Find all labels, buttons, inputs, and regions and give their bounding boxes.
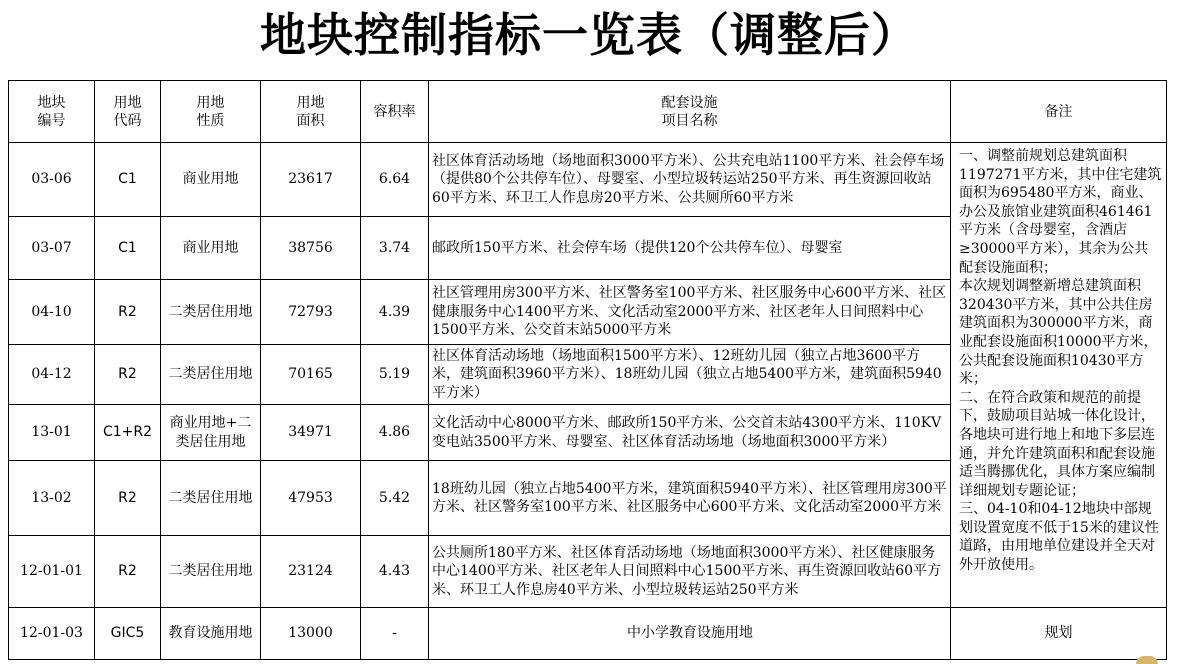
cell-nature: 二类居住用地 [161,280,261,345]
header-code [95,81,161,143]
cell-facilities: 社区管理用房300平方米、社区警务室100平方米、社区服务中心600平方米、社区健康服务中心1400平方米、文化活动室2000平方米、社区老年人日间照料中心1500平方米、公交首末站5000平方米 [429,280,951,345]
remark-paragraph: 二、在符合政策和规范的前提下，鼓励项目站城一体化设计，各地块可进行地上和地下多层连通，并允许建筑面积和配套设施适当腾挪优化，具体方案应编制详细规划专题论证； [959,389,1155,499]
cell-facilities: 社区体育活动场地（场地面积1500平方米）、12班幼儿园（独立占地3600平方米，建筑面积3960平方米）、18班幼儿园（独立占地5400平方米，建筑面积5940平方米） [429,345,951,405]
header-row [9,81,1167,143]
cell-code: C1+R2 [95,405,161,461]
header-far-text: 容积率 [373,103,416,120]
cell-nature: 二类居住用地 [161,345,261,405]
cell-far: 4.43 [361,536,429,608]
header-area [261,81,361,143]
header-block-text: 地块 编号 [37,94,66,129]
header-remarks [951,81,1167,143]
cell-facilities: 公共厕所180平方米、社区体育活动场地（场地面积3000平方米）、社区健康服务中心1400平方米、社区老年人日间照料中心1500平方米、再生资源回收站60平方米、环卫工人作息房40平方米、小型垃圾转运站250平方米 [429,536,951,608]
cell-block: 04-10 [9,280,95,345]
cell-far: 3.74 [361,217,429,280]
header-nature [161,81,261,143]
cell-nature: 二类居住用地 [161,461,261,536]
cell-area: 23124 [261,536,361,608]
cell-block: 03-06 [9,143,95,217]
cell-facilities: 文化活动中心8000平方米、邮政所150平方米、公交首末站4300平方米、110KV变电站3500平方米、母婴室、社区体育活动场地（场地面积3000平方米） [429,405,951,461]
cell-code: GIC5 [95,608,161,660]
cell-code: R2 [95,345,161,405]
cell-far: 6.64 [361,143,429,217]
header-facilities-text: 配套设施 项目名称 [661,94,718,129]
cell-far: 5.42 [361,461,429,536]
cell-area: 47953 [261,461,361,536]
cell-facilities: 邮政所150平方米、社会停车场（提供120个公共停车位）、母婴室 [429,217,951,280]
cell-facilities: 中小学教育设施用地 [429,608,951,660]
cell-facilities: 18班幼儿园（独立占地5400平方米，建筑面积5940平方米）、社区管理用房300平方米、社区警务室100平方米、社区服务中心600平方米、文化活动室2000平方米 [429,461,951,536]
cell-far: 4.39 [361,280,429,345]
cell-far: - [361,608,429,660]
cell-block: 04-12 [9,345,95,405]
table-row [9,143,1167,217]
remark-paragraph: 三、04-10和04-12地块中部规划设置宽度不低于15米的建议性道路，由用地单位建设并全天对外开放使用。 [959,501,1159,574]
remark-paragraph: 本次规划调整新增总建筑面积320430平方米，其中公共住房建筑面积为300000平方米，商业配套设施面积10000平方米，公共配套设施面积10430平方米； [959,278,1158,388]
cell-remark: 规划 [951,608,1167,660]
cell-area: 72793 [261,280,361,345]
header-nature-text: 用地 性质 [196,94,225,129]
header-code-text: 用地 代码 [113,94,142,129]
control-index-table [8,80,1167,660]
cell-code: R2 [95,461,161,536]
page-title: 地块控制指标一览表（调整后） [260,8,918,62]
cell-code: R2 [95,280,161,345]
cell-facilities: 社区体育活动场地（场地面积3000平方米）、公共充电站1100平方米、社会停车场（提供80个公共停车位）、母婴室、小型垃圾转运站250平方米、再生资源回收站60平方米、环卫工人作息房20平方米、公共厕所60平方米 [429,143,951,217]
table-row [9,608,1167,660]
cell-nature: 商业用地 [161,217,261,280]
cell-code: R2 [95,536,161,608]
cell-area: 13000 [261,608,361,660]
cell-block: 12-01-01 [9,536,95,608]
cell-nature: 商业用地 [161,143,261,217]
cell-far: 5.19 [361,345,429,405]
cell-nature: 教育设施用地 [161,608,261,660]
cell-area: 38756 [261,217,361,280]
cell-block: 13-01 [9,405,95,461]
header-remarks-text: 备注 [1044,103,1073,120]
header-facilities [429,81,951,143]
header-block [9,81,95,143]
cell-area: 34971 [261,405,361,461]
cell-code: C1 [95,217,161,280]
cell-block: 13-02 [9,461,95,536]
header-far [361,81,429,143]
cell-area: 23617 [261,143,361,217]
cell-nature: 二类居住用地 [161,536,261,608]
cell-code: C1 [95,143,161,217]
remark-paragraph: 一、调整前规划总建筑面积1197271平方米，其中住宅建筑面积为695480平方米，商业、办公及旅馆业建筑面积461461平方米（含母婴室，含酒店≥30000平方米），其余为公共配套设施面积； [959,148,1162,276]
cell-far: 4.86 [361,405,429,461]
cell-area: 70165 [261,345,361,405]
cell-block: 03-07 [9,217,95,280]
cell-nature: 商业用地+二类居住用地 [161,405,261,461]
remarks-cell [951,143,1167,608]
cell-block: 12-01-03 [9,608,95,660]
header-area-text: 用地 面积 [296,94,325,129]
corner-decoration [1136,656,1158,664]
